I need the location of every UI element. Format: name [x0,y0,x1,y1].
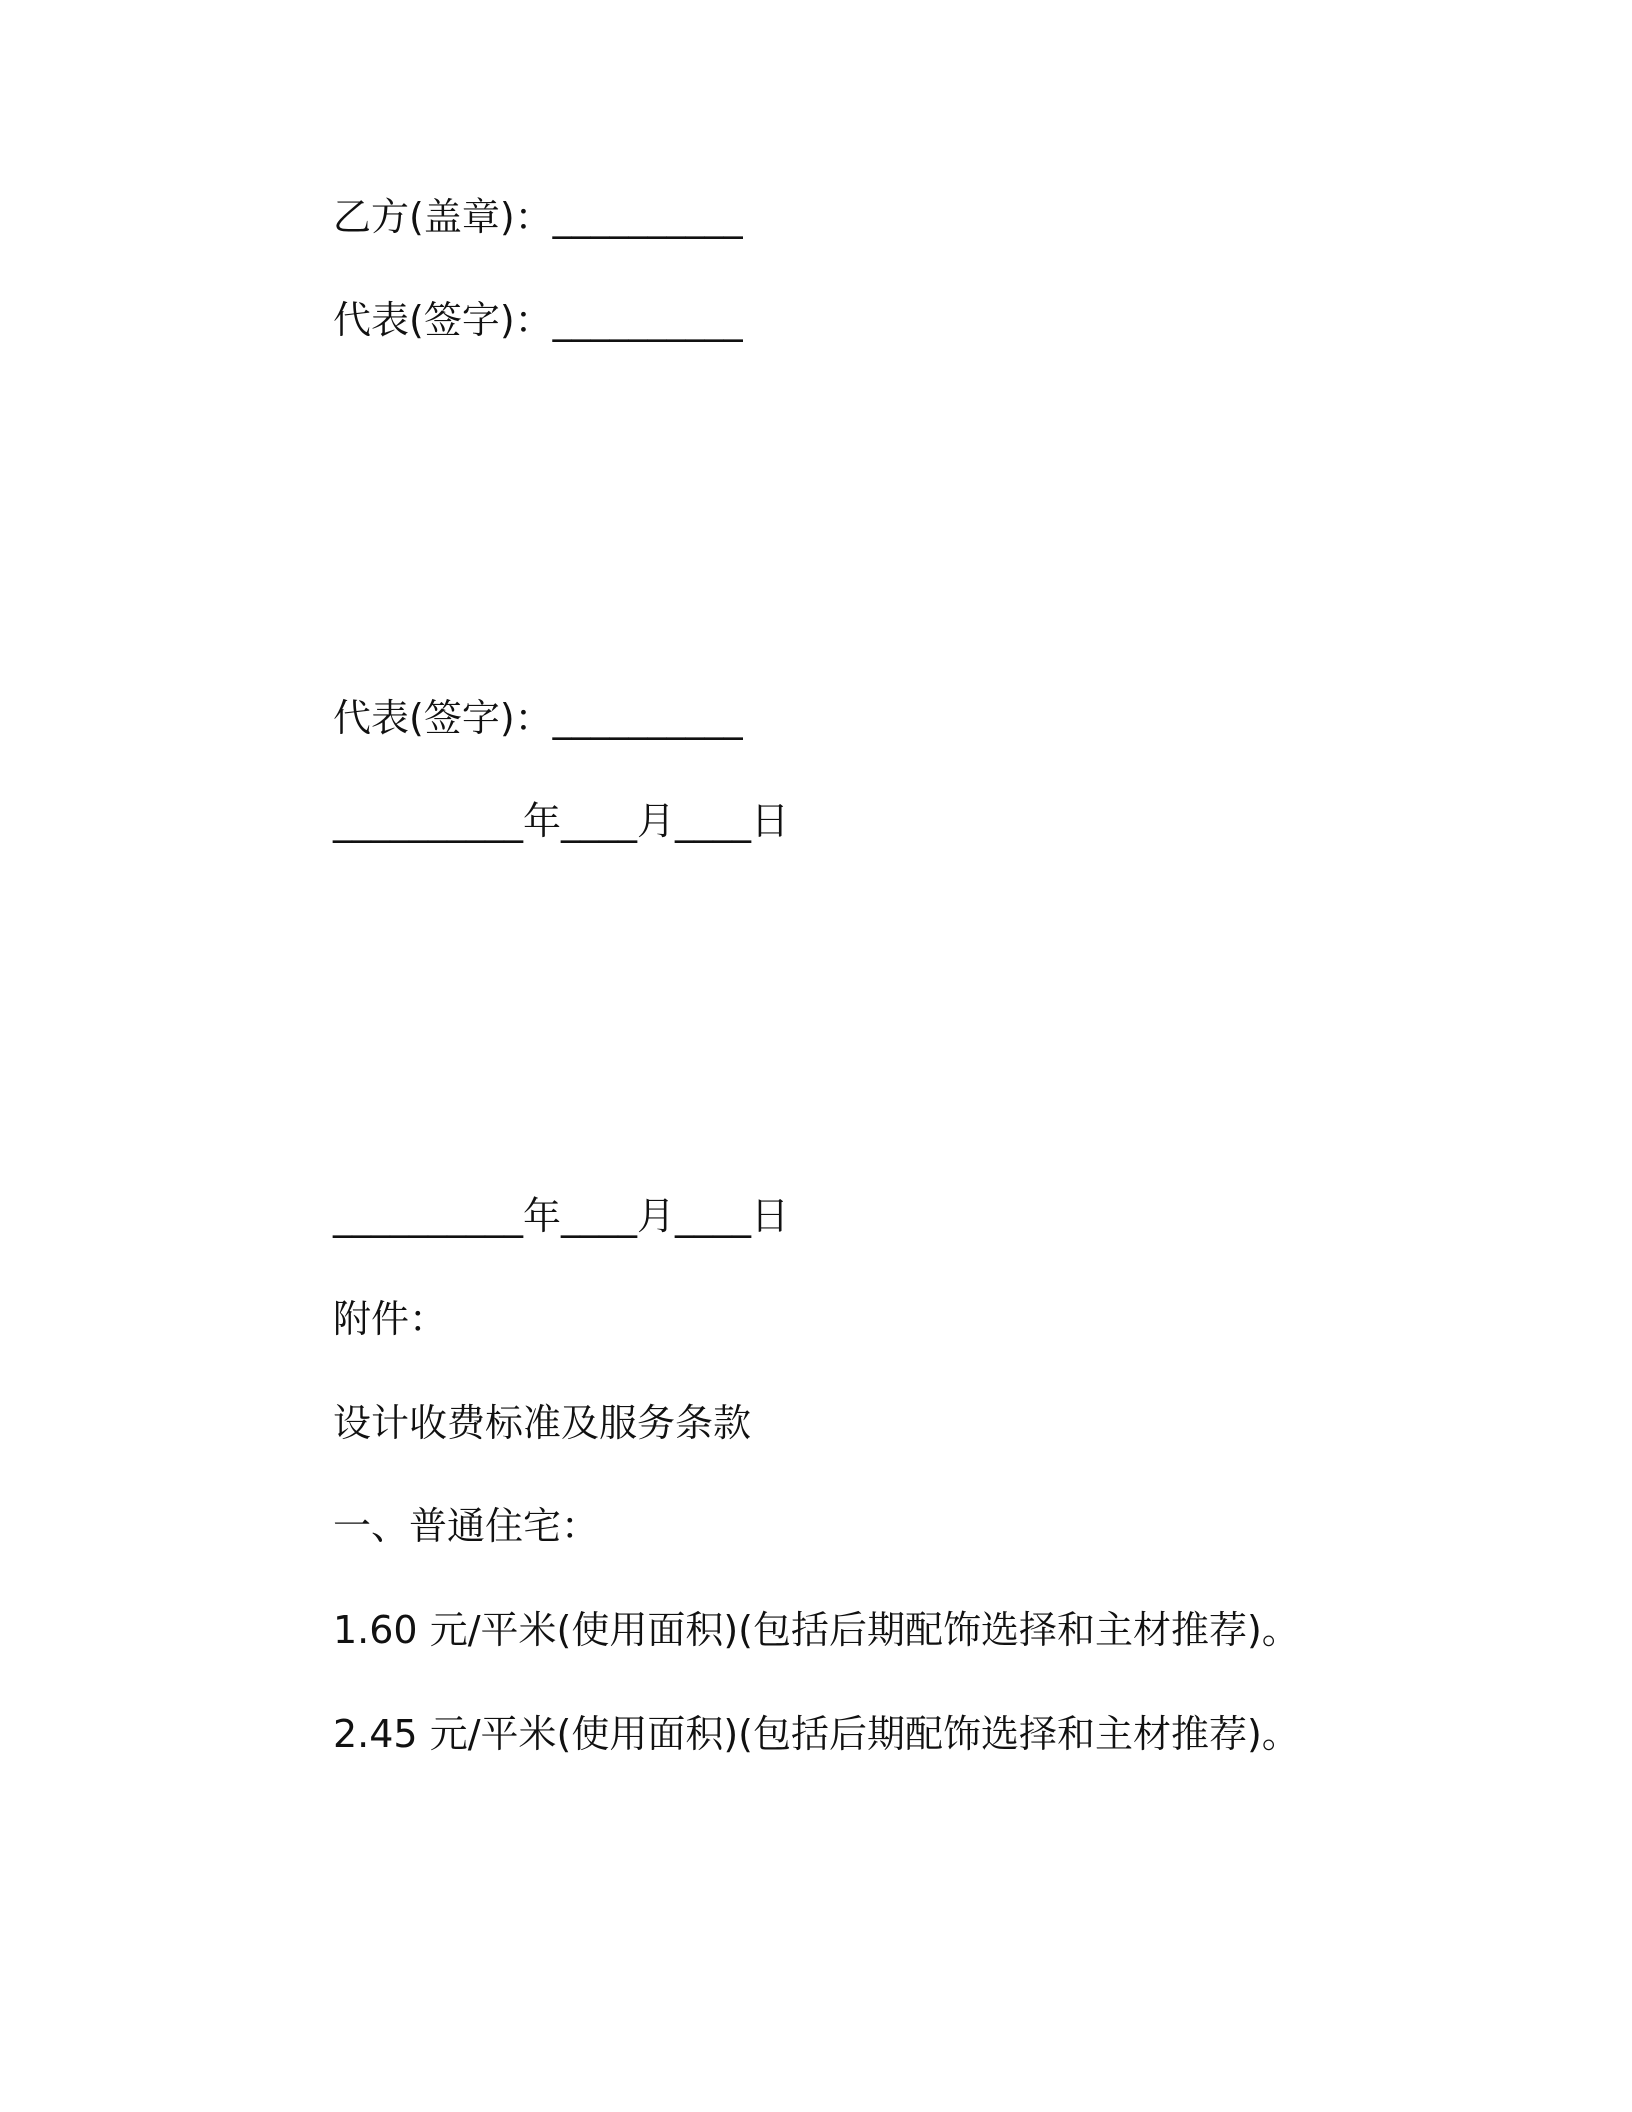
date-line: __________年____月____日 [333,1194,790,1238]
fee-item: 2.45 元/平米(使用面积)(包括后期配饰选择和主材推荐)。 [333,1712,1300,1756]
attachment-label: 附件： [333,1297,448,1341]
party-b-seal-line: 乙方(盖章)：__________ [333,195,743,239]
section-title: 设计收费标准及服务条款 [333,1401,752,1445]
representative-signature-line: 代表(签字)：__________ [333,696,743,740]
representative-signature-line: 代表(签字)：__________ [333,298,743,342]
date-line: __________年____月____日 [333,799,790,843]
fee-item: 1.60 元/平米(使用面积)(包括后期配饰选择和主材推荐)。 [333,1608,1300,1652]
section-heading: 一、普通住宅： [333,1504,600,1548]
